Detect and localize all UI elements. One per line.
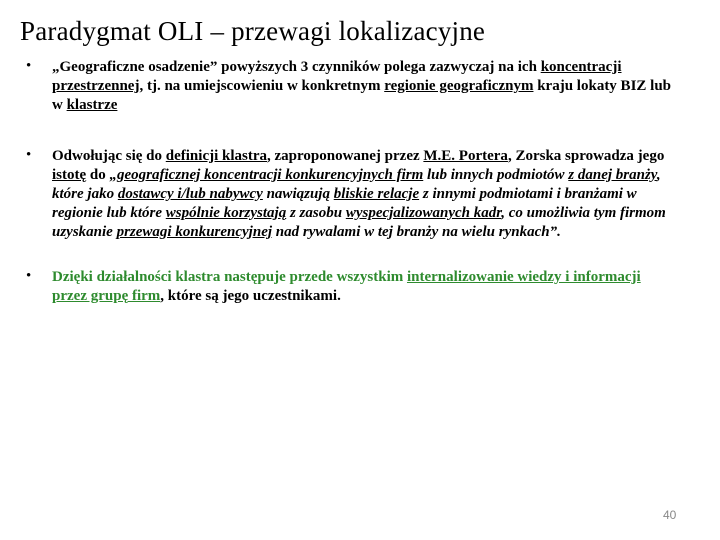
text-span: z zasobu bbox=[286, 205, 346, 221]
text-span: kraju lokaty BIZ lub w bbox=[52, 78, 672, 113]
bullet-3: • bbox=[26, 268, 32, 284]
paragraph-2 bbox=[52, 147, 672, 242]
text-span: , tj. na umiejscowieniu w konkretnym bbox=[139, 78, 385, 94]
text-span: definicji klastra bbox=[165, 148, 268, 164]
text-span: , które jako bbox=[52, 167, 661, 202]
bullet-1: • bbox=[26, 58, 32, 74]
text-span: nad rywalami w tej branży na wielu rynkach”. bbox=[272, 224, 561, 240]
text-span: z innymi podmiotami i branżami w regionie lub które bbox=[52, 186, 637, 221]
text-span: lub innych podmiotów bbox=[423, 167, 569, 183]
slide-title: Paradygmat OLI – przewagi lokalizacyjne bbox=[20, 16, 486, 46]
text-span: Dzięki działalności klastra następuje przede wszystkim bbox=[52, 269, 407, 285]
text-span: klastrze bbox=[66, 97, 118, 113]
text-span: „Geograficzne osadzenie” powyższych 3 czynników polega zazwyczaj na ich bbox=[52, 59, 541, 75]
text-span: , co umożliwia tym firmom uzyskanie bbox=[52, 205, 666, 240]
bullet-2: • bbox=[26, 147, 32, 163]
text-span: bliskie relacje bbox=[333, 186, 420, 202]
text-span: internalizowanie wiedzy i informacji przez grupę firm bbox=[52, 269, 641, 304]
text-span: koncentracji przestrzennej bbox=[52, 59, 622, 94]
text-span: regionie geograficznym bbox=[384, 78, 534, 94]
text-span: M.E. Portera bbox=[423, 148, 508, 164]
text-span: dostawcy i/lub nabywcy bbox=[117, 186, 263, 202]
text-span: nawiązują bbox=[262, 186, 334, 202]
text-span: , które są jego uczestnikami. bbox=[160, 288, 341, 304]
text-span: przewagi konkurencyjnej bbox=[116, 224, 273, 240]
text-span: istotę bbox=[52, 167, 87, 183]
paragraph-1 bbox=[52, 58, 672, 115]
text-span: , zaproponowanej przez bbox=[267, 148, 424, 164]
page-number: 40 bbox=[663, 508, 677, 522]
text-span: Odwołując się do bbox=[52, 148, 166, 164]
paragraph-3 bbox=[52, 268, 672, 306]
text-span: wyspecjalizowanych kadr bbox=[345, 205, 502, 221]
text-span: do bbox=[86, 167, 110, 183]
text-span: z danej branży bbox=[568, 167, 657, 183]
text-span: „geograficznej koncentracji konkurencyjnych firm bbox=[109, 167, 424, 183]
text-span: wspólnie korzystają bbox=[165, 205, 287, 221]
text-span: , Zorska sprowadza jego bbox=[507, 148, 665, 164]
